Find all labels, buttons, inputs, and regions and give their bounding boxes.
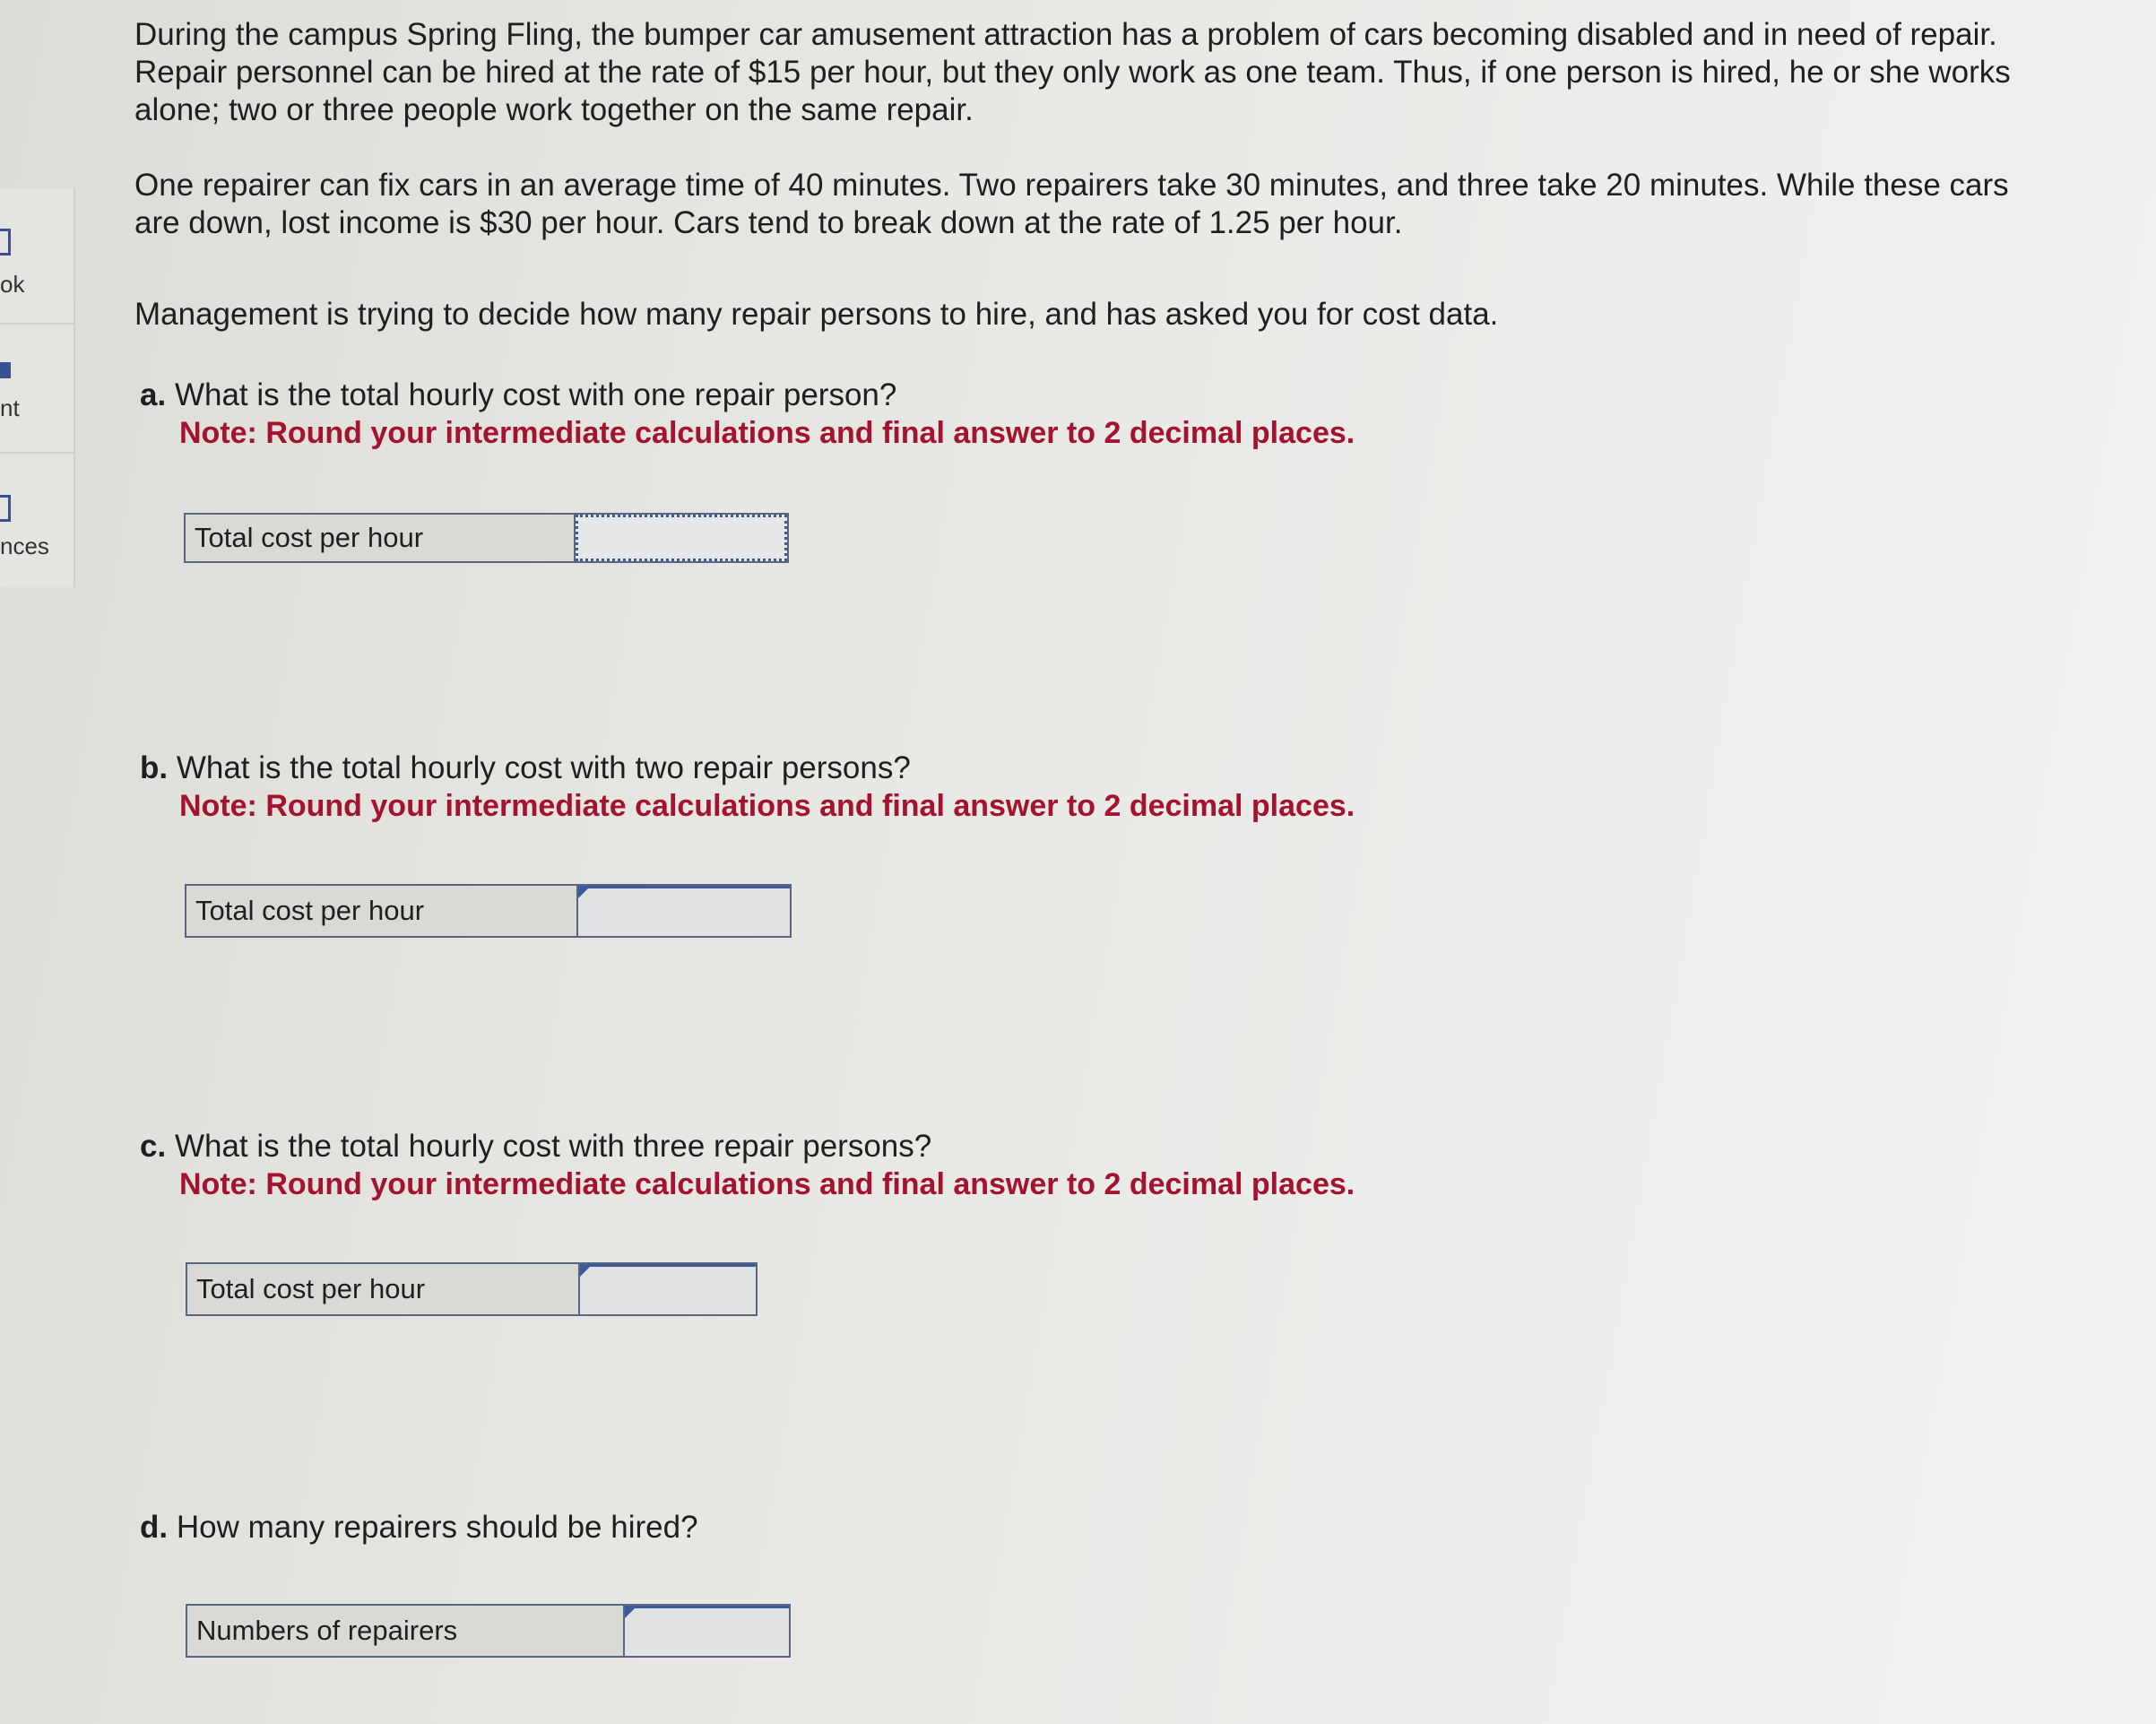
sidebar-item-references[interactable] <box>0 454 74 585</box>
total-cost-input-a[interactable] <box>576 515 787 561</box>
answer-row-c <box>186 1262 758 1316</box>
rounding-note: Note: Round your intermediate calculations and final answer to 2 decimal places. <box>179 1167 1355 1201</box>
question-text <box>140 377 1664 414</box>
question-letter: c. <box>140 1129 167 1164</box>
question-letter: b. <box>140 750 169 785</box>
sidebar-item-label: nt <box>0 394 20 421</box>
question-text <box>140 749 1664 787</box>
book-icon <box>0 229 11 256</box>
input-marker-icon <box>625 1606 637 1618</box>
answer-label: Numbers of repairers <box>187 1606 625 1656</box>
total-cost-input-b[interactable] <box>578 886 790 936</box>
references-icon <box>0 495 11 522</box>
rounding-note: Note: Round your intermediate calculations and final answer to 2 decimal places. <box>179 789 1355 823</box>
input-marker-icon <box>578 886 591 898</box>
question-b <box>140 749 1664 825</box>
question-prompt: What is the total hourly cost with one repair person? <box>174 377 897 412</box>
answer-row-b <box>185 884 792 938</box>
problem-paragraph-2: One repairer can fix cars in an average time of 40 minutes. Two repairers take 30 minutes, and three take 20 minutes. While these cars are down, lost income is $30 per hour. Cars tend to break down at the rate of 1.25 per hour. <box>134 168 2009 240</box>
sidebar-item-print[interactable] <box>0 325 74 454</box>
answer-input-wrap <box>580 1264 756 1314</box>
answer-input-wrap <box>576 515 787 561</box>
question-d <box>140 1509 1664 1546</box>
number-of-repairers-input[interactable] <box>625 1606 789 1656</box>
sidebar-item-label: ok <box>0 271 25 298</box>
answer-input-wrap <box>578 886 790 936</box>
rounding-note: Note: Round your intermediate calculations and final answer to 2 decimal places. <box>179 416 1355 450</box>
question-text <box>140 1509 1664 1546</box>
question-letter: d. <box>140 1510 169 1545</box>
answer-row-d <box>186 1604 791 1658</box>
question-prompt: How many repairers should be hired? <box>176 1510 698 1545</box>
problem-paragraph-3: Management is trying to decide how many repair persons to hire, and has asked you for cost data. <box>134 297 1499 332</box>
sidebar-item-ebook[interactable] <box>0 188 74 325</box>
answer-input-wrap <box>625 1606 789 1656</box>
question-letter: a. <box>140 377 167 412</box>
problem-paragraph-1: During the campus Spring Fling, the bumper car amusement attraction has a problem of cars becoming disabled and in need of repair. Repair personnel can be hired at the rate of $15 per hour, but they only work as one team. Thus, if one person is hired, he or she works alone; two or three people work together on the same repair. <box>134 17 2011 127</box>
answer-label: Total cost per hour <box>187 1264 580 1314</box>
sidebar-item-label: nces <box>0 533 49 559</box>
total-cost-input-c[interactable] <box>580 1264 756 1314</box>
question-c <box>140 1128 1664 1203</box>
question-text <box>140 1128 1664 1165</box>
print-icon <box>0 362 11 378</box>
question-prompt: What is the total hourly cost with two repair persons? <box>176 750 911 785</box>
left-sidebar <box>0 188 75 587</box>
question-a <box>140 377 1664 452</box>
input-marker-icon <box>580 1264 593 1277</box>
answer-label: Total cost per hour <box>186 886 578 936</box>
question-prompt: What is the total hourly cost with three repair persons? <box>174 1129 932 1164</box>
answer-label: Total cost per hour <box>186 515 576 561</box>
answer-row-a <box>184 513 789 563</box>
